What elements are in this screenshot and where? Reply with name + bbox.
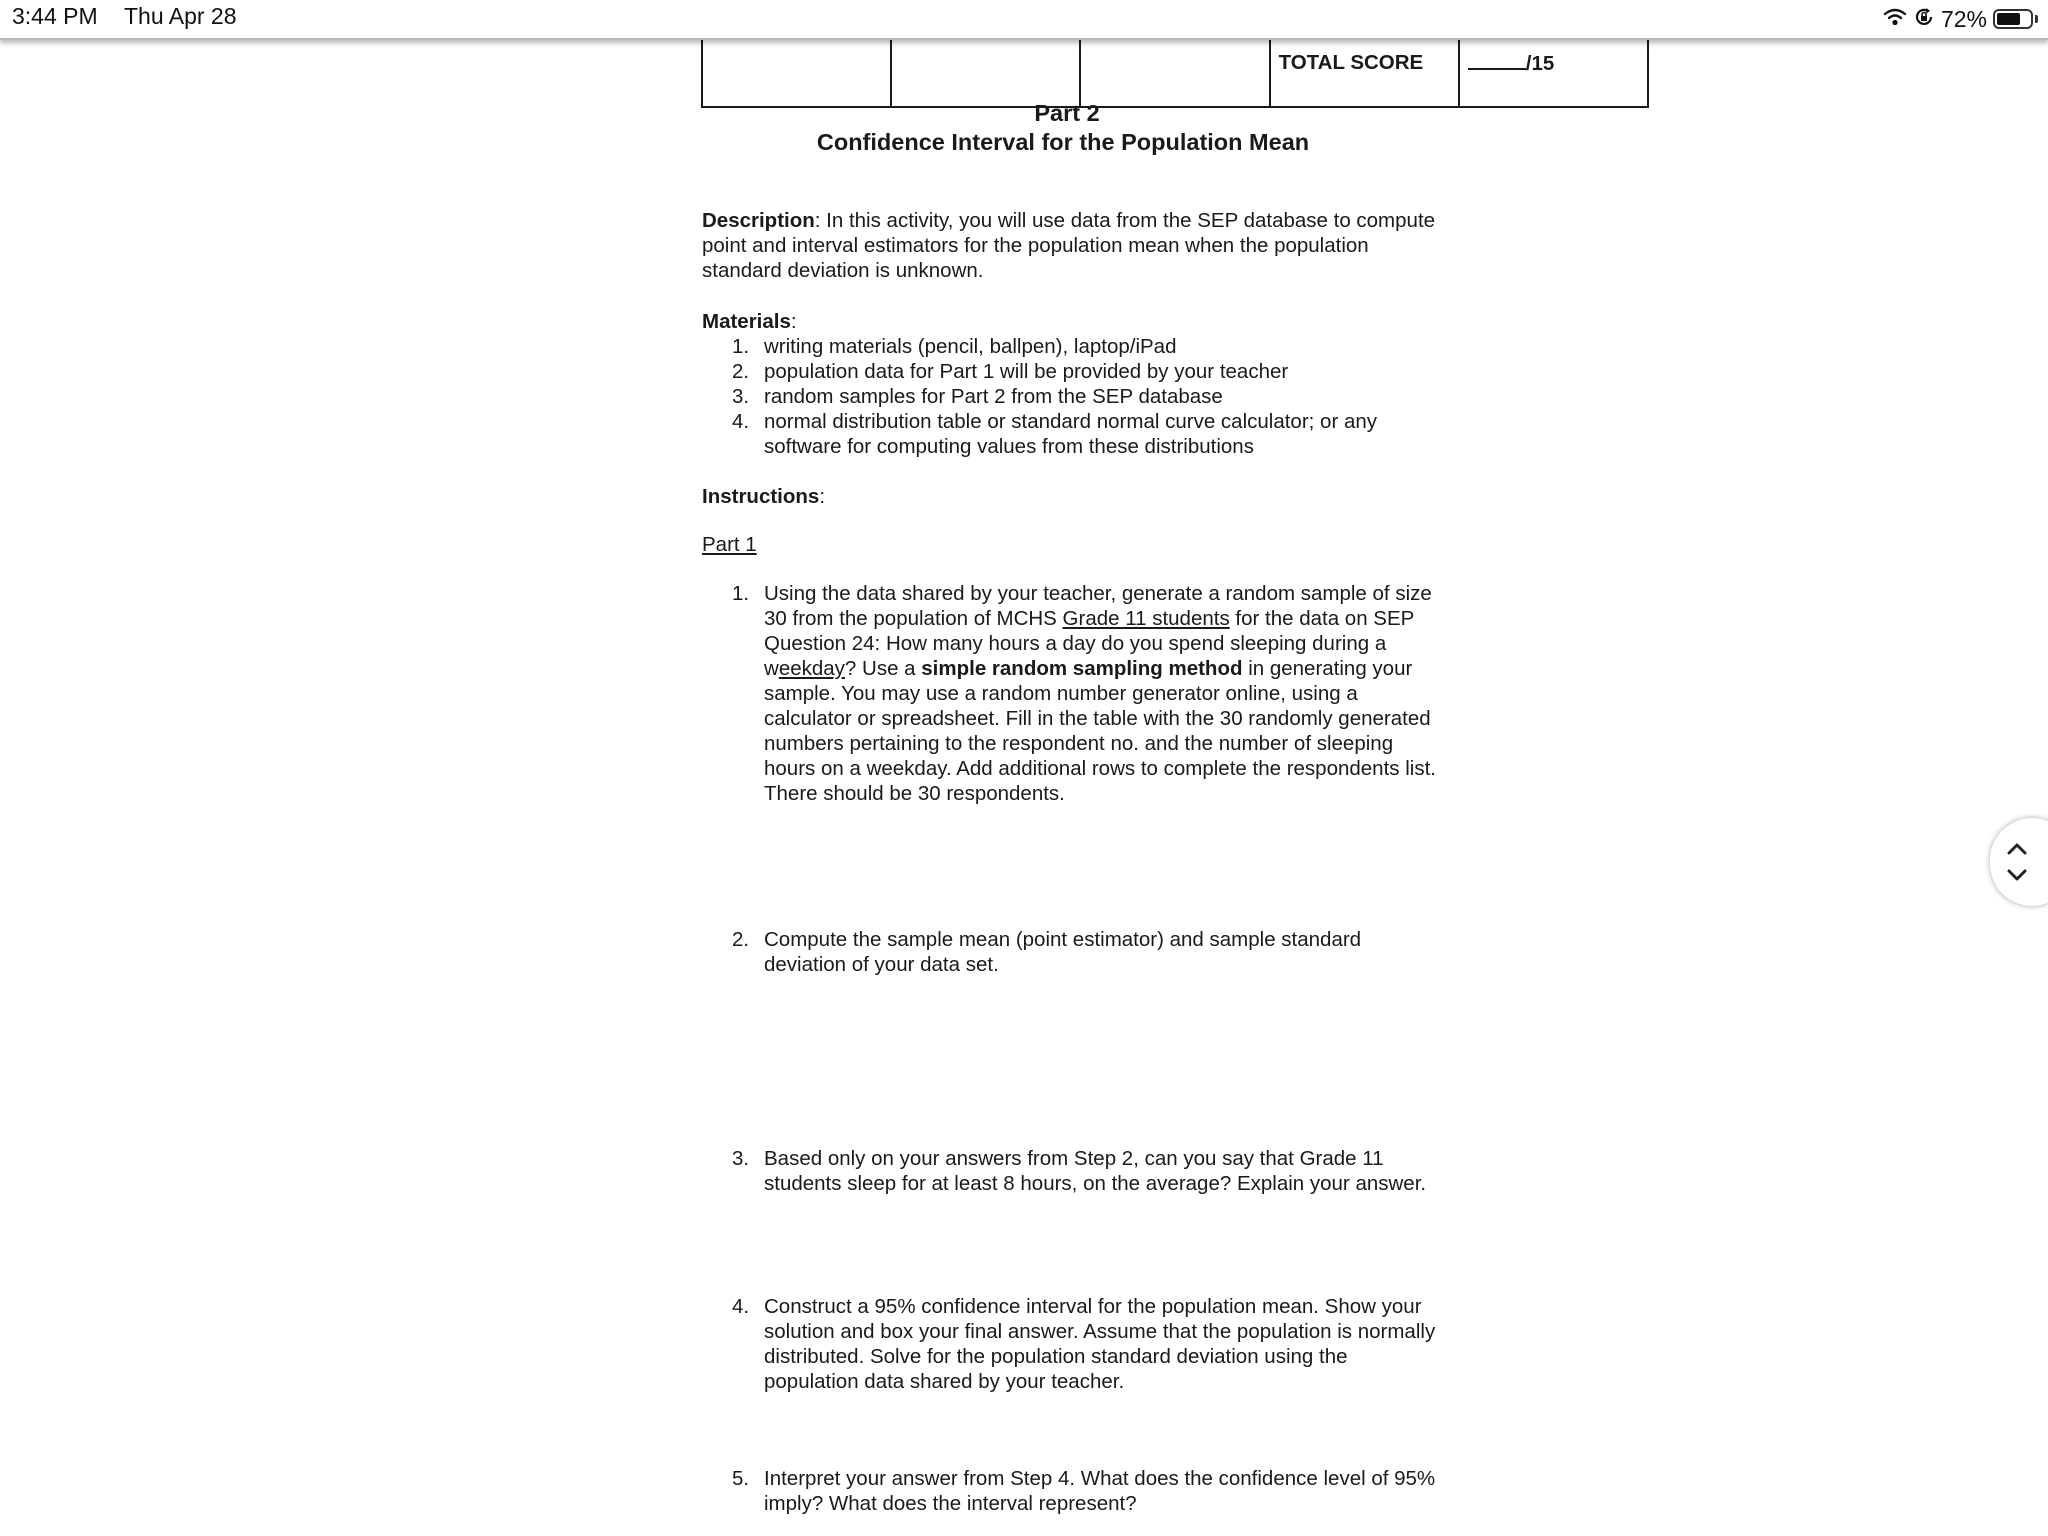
description-text: : In this activity, you will use data from the SEP database to compute point and interval estimators for the population mean when the population standard deviation is unknown. [702, 209, 1436, 282]
materials-list [702, 334, 1442, 459]
underlined-text: Grade 11 students [1062, 607, 1230, 630]
list-number: 2. [732, 360, 750, 383]
score-cell-empty-2 [891, 39, 1080, 107]
list-item [702, 359, 1442, 384]
part1-label: Part 1 [702, 533, 757, 556]
battery-nub [2035, 15, 2038, 23]
step-2 [702, 927, 1442, 977]
score-cell-empty-3 [1080, 39, 1269, 107]
step-text: in generating your sample. You may use a random number generator online, using a calculator or spreadsheet. Fill in the table with the 30 randomly generated numbers pertaining to the respondent no. and the number of sleeping hours on a weekday. Add additional rows to complete the respondents list. There should be 30 respondents. [764, 657, 1436, 805]
status-time: 3:44 PM [12, 3, 98, 29]
battery-fill [1997, 13, 2020, 25]
step-text: for the data on SEP Question 24: How many hours a day do you spend sleeping during a w [764, 607, 1414, 680]
instructions-colon: : [819, 485, 826, 508]
step-text: Interpret your answer from Step 4. What does the confidence level of 95% imply? What does the interval represent? [764, 1467, 1436, 1515]
list-item [702, 581, 1442, 806]
list-number: 3. [732, 1147, 750, 1170]
materials-label: Materials [702, 310, 791, 333]
step-3 [702, 1146, 1442, 1196]
instructions-heading [702, 484, 1442, 509]
battery-icon [1993, 9, 2033, 29]
battery-percent: 72% [1940, 5, 1987, 32]
wifi-icon [1883, 7, 1907, 32]
total-score-value [1459, 39, 1648, 107]
step-text: ? Use a [844, 657, 922, 680]
orientation-lock-icon [1913, 6, 1935, 33]
status-bar [0, 0, 2048, 40]
list-number: 4. [732, 410, 750, 433]
list-item [702, 927, 1442, 977]
underlined-text: eekday [778, 657, 845, 680]
step-text: Using the data shared by your teacher, generate a random sample of size 30 from the population of MCHS [764, 582, 1432, 630]
bold-text: simple random sampling method [921, 657, 1243, 680]
list-item [702, 1146, 1442, 1196]
list-number: 1. [732, 335, 750, 358]
page-title: Confidence Interval for the Population Mean [816, 129, 1310, 155]
chevron-up-icon[interactable] [2004, 835, 2030, 861]
step-text: Construct a 95% confidence interval for the population mean. Show your solution and box your final answer. Assume that the population is normally distributed. Solve for the population standard deviation using the population data shared by your teacher. [764, 1295, 1436, 1393]
part-title: Part 2 [1034, 100, 1100, 126]
list-text: population data for Part 1 will be provided by your teacher [764, 360, 1289, 383]
step-1 [702, 581, 1442, 806]
part1-heading [702, 532, 1442, 557]
description-label: Description [702, 209, 815, 232]
list-item [702, 1466, 1442, 1516]
step-5 [702, 1466, 1442, 1516]
list-item [702, 1294, 1442, 1394]
chevron-down-icon[interactable] [2004, 863, 2030, 889]
list-number: 5. [732, 1467, 750, 1490]
status-indicators [1883, 4, 2038, 34]
total-score-suffix: /15 [1525, 52, 1555, 75]
materials-section [702, 309, 1442, 459]
list-item [702, 334, 1442, 359]
score-cell-empty-1 [702, 39, 891, 107]
list-text: normal distribution table or standard normal curve calculator; or any software for computing values from these distributions [764, 410, 1378, 458]
list-number: 3. [732, 385, 750, 408]
list-number: 1. [732, 582, 750, 605]
step-text: Compute the sample mean (point estimator) and sample standard deviation of your data set. [764, 928, 1362, 976]
list-item [702, 409, 1442, 459]
status-date: Thu Apr 28 [124, 3, 237, 29]
score-blank-line [1468, 50, 1526, 70]
list-text: random samples for Part 2 from the SEP database [764, 385, 1223, 408]
instructions-label: Instructions [702, 485, 820, 508]
list-number: 4. [732, 1295, 750, 1318]
list-item [702, 384, 1442, 409]
list-number: 2. [732, 928, 750, 951]
list-text: writing materials (pencil, ballpen), laptop/iPad [764, 335, 1177, 358]
step-text: Based only on your answers from Step 2, can you say that Grade 11 students sleep for at least 8 hours, on the average? Explain your answer. [764, 1147, 1427, 1195]
description-section [702, 208, 1442, 283]
total-score-label: TOTAL SCORE [1270, 39, 1459, 107]
materials-colon: : [790, 310, 797, 333]
step-4 [702, 1294, 1442, 1394]
